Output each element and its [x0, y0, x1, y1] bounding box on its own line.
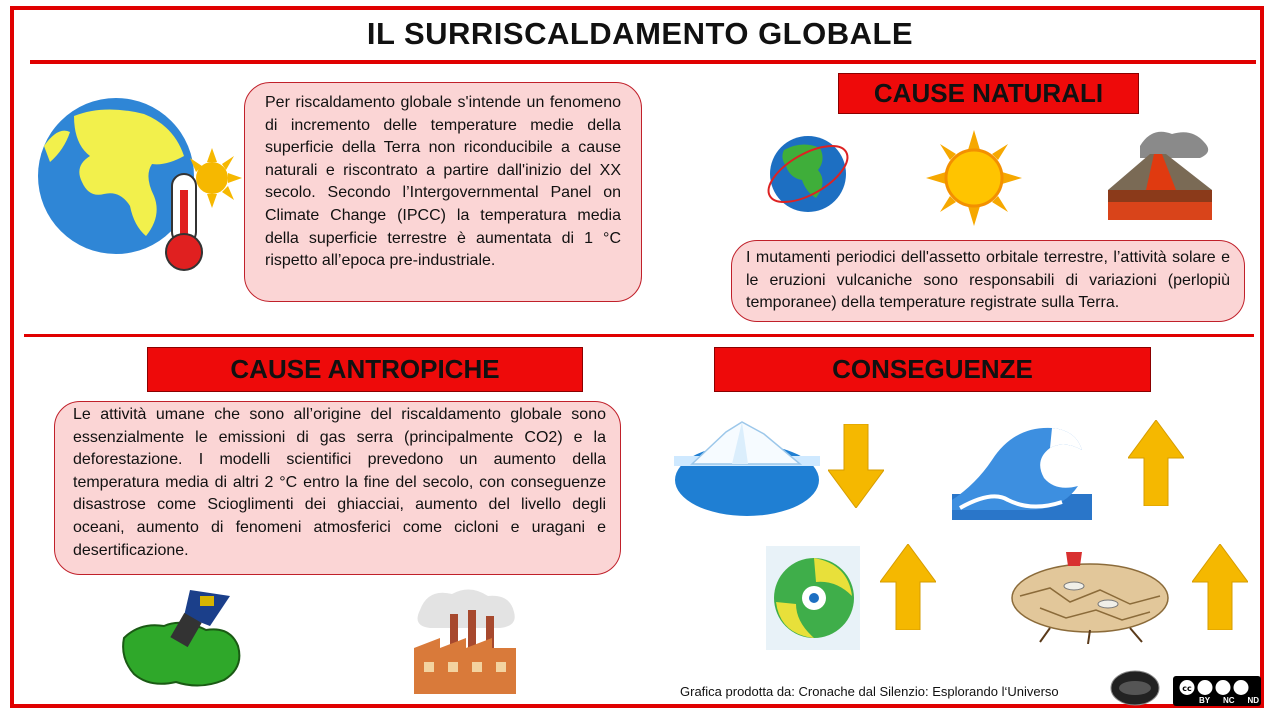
sun-icon — [926, 130, 1022, 226]
credit-text: Grafica prodotta da: Cronache dal Silenzio: Esplorando l‘Universo — [680, 684, 1059, 699]
iceberg-icon — [672, 418, 822, 518]
logo-icon — [1110, 670, 1160, 706]
arrow-up-icon — [880, 544, 936, 630]
volcano-icon — [1100, 124, 1220, 224]
cause-naturali-text: I mutamenti periodici dell'assetto orbitale terrestre, l’attività solare e le eruzioni vulcaniche sono responsabili di variazioni (perlopiù temporanee) della temperature registrate sulla Terra. — [746, 249, 1230, 312]
deforestation-icon — [120, 586, 250, 696]
conseguenze-heading: CONSEGUENZE — [714, 347, 1151, 392]
arrow-up-icon — [1192, 544, 1248, 630]
wave-icon — [952, 420, 1092, 520]
intro-text: Per riscaldamento globale s'intende un fenomeno di incremento delle temperature medie della superficie della Terra non riconducibile a cause naturali e riscontrato a partire dall'inizio del XX secolo. Secondo l’Intergovernmental Panel on Climate Change (IPCC) la temperatura media della superficie terrestre è aumentata di 1 °C rispetto all’epoca pre-industriale. — [265, 94, 621, 270]
intro-box — [244, 82, 642, 302]
cause-naturali-box — [731, 240, 1245, 322]
cause-antropiche-heading: CAUSE ANTROPICHE — [147, 347, 583, 392]
title-divider — [30, 60, 1256, 64]
page-title: IL SURRISCALDAMENTO GLOBALE — [366, 16, 914, 51]
license-nd: ND — [1247, 696, 1259, 705]
section-divider — [24, 334, 1254, 337]
cause-antropiche-box — [54, 401, 621, 575]
arrow-down-icon — [828, 424, 884, 508]
earth-thermometer-icon — [34, 86, 244, 276]
license-badge — [1173, 676, 1261, 706]
license-nc: NC — [1223, 696, 1235, 705]
factory-icon — [410, 584, 520, 696]
cc-icons — [1177, 679, 1257, 696]
orbit-earth-icon — [762, 126, 852, 222]
drought-icon — [1010, 548, 1170, 644]
cause-antropiche-text: Le attività umane che sono all’origine del riscaldamento globale sono essenzialmente le emissioni di gas serra (principalmente CO2) e la deforestazione. I modelli scientifici prevedono un aumento della temperatura media di altri 2 °C entro la fine del secolo, con conseguenze disastrose come Scioglimenti dei ghiacciai, aumento del livello degli oceani, aumento di fenomeni atmosferici come cicloni e uragani e desertificazione. — [73, 406, 606, 559]
cause-naturali-heading: CAUSE NATURALI — [838, 73, 1139, 114]
cyclone-icon — [766, 546, 860, 650]
svg-text:cc: cc — [1182, 684, 1192, 693]
license-by: BY — [1199, 696, 1211, 705]
arrow-up-icon — [1128, 420, 1184, 506]
